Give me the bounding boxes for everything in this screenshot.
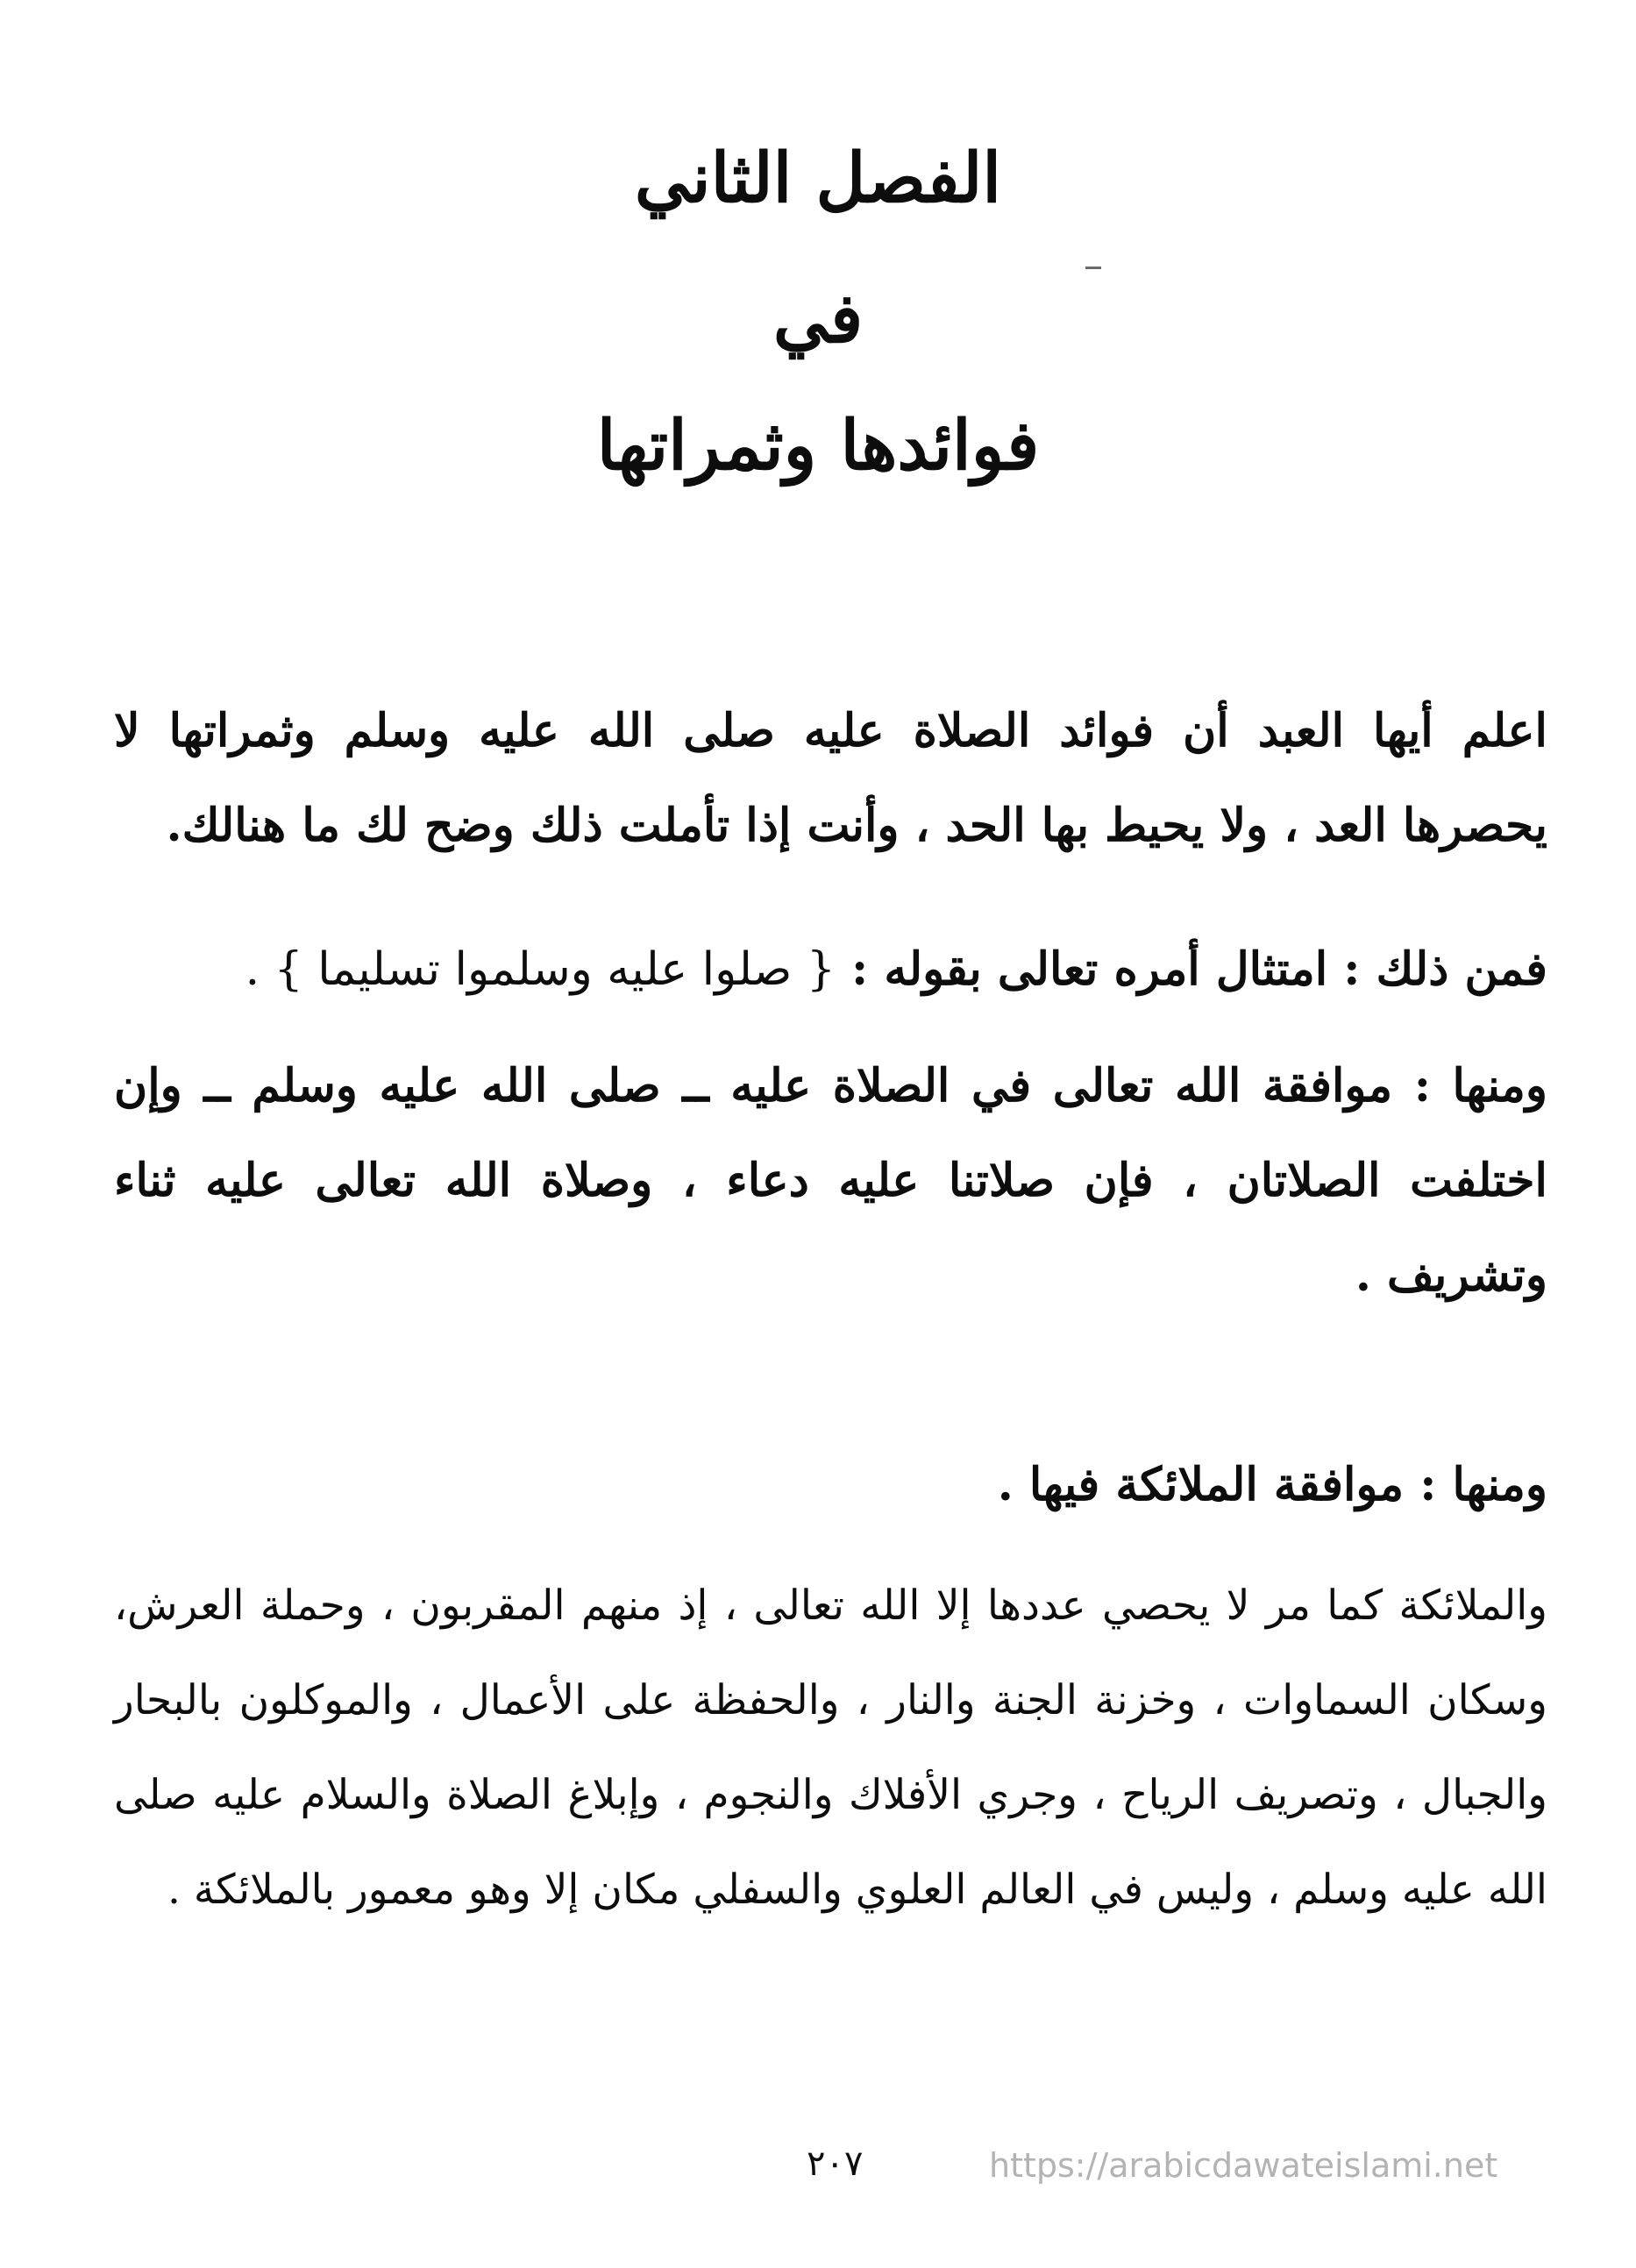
angels-paragraph: والملائكة كما مر لا يحصي عددها إلا الله تعالى ، إذ منهم المقربون ، وحملة العرش، وسكان السماوات ، وخزنة الجنة والنار ، والحفظة على الأعمال ، والموكلون بالبحار والجبال ، وتصريف الرياح ، وجري الأفلاك والنجوم ، وإبلاغ الصلاة والسلام عليه صلى الله عليه وسلم ، وليس في العالم العلوي والسفلي مكان إلا وهو معمور بالملائكة . [114,1582,1547,1914]
benefit-paragraph-1 [114,922,1547,1017]
benefit-paragraph-3: ومنها : موافقة الملائكة فيها . [997,1458,1547,1511]
chapter-subtitle: فوائدها وثمراتها [596,406,1040,486]
page-number: ٢٠٧ [807,2144,864,2184]
benefit-1-lead: فمن ذلك : امتثال أمره تعالى بقوله : [851,942,1547,996]
scan-speck [1085,267,1101,269]
quran-quote: { صلوا عليه وسلموا تسليما } . [245,943,836,996]
intro-paragraph: اعلم أيها العبد أن فوائد الصلاة عليه صلى الله عليه وسلم وثمراتها لا يحصرها العد ، ولا يحيط بها الحد ، وأنت إذا تأملت ذلك وضح لك ما هنالك. [114,704,1548,852]
chapter-title-connector: في [772,279,864,359]
benefit-paragraph-2: ومنها : موافقة الله تعالى في الصلاة عليه ــ صلى الله عليه وسلم ــ وإن اختلفت الصلاتان ، فإن صلاتنا عليه دعاء ، وصلاة الله تعالى عليه ثناء وتشريف . [114,1059,1547,1302]
watermark-url: https://arabicdawateislami.net [989,2146,1498,2185]
chapter-title: الفصل الثاني [634,139,1002,218]
